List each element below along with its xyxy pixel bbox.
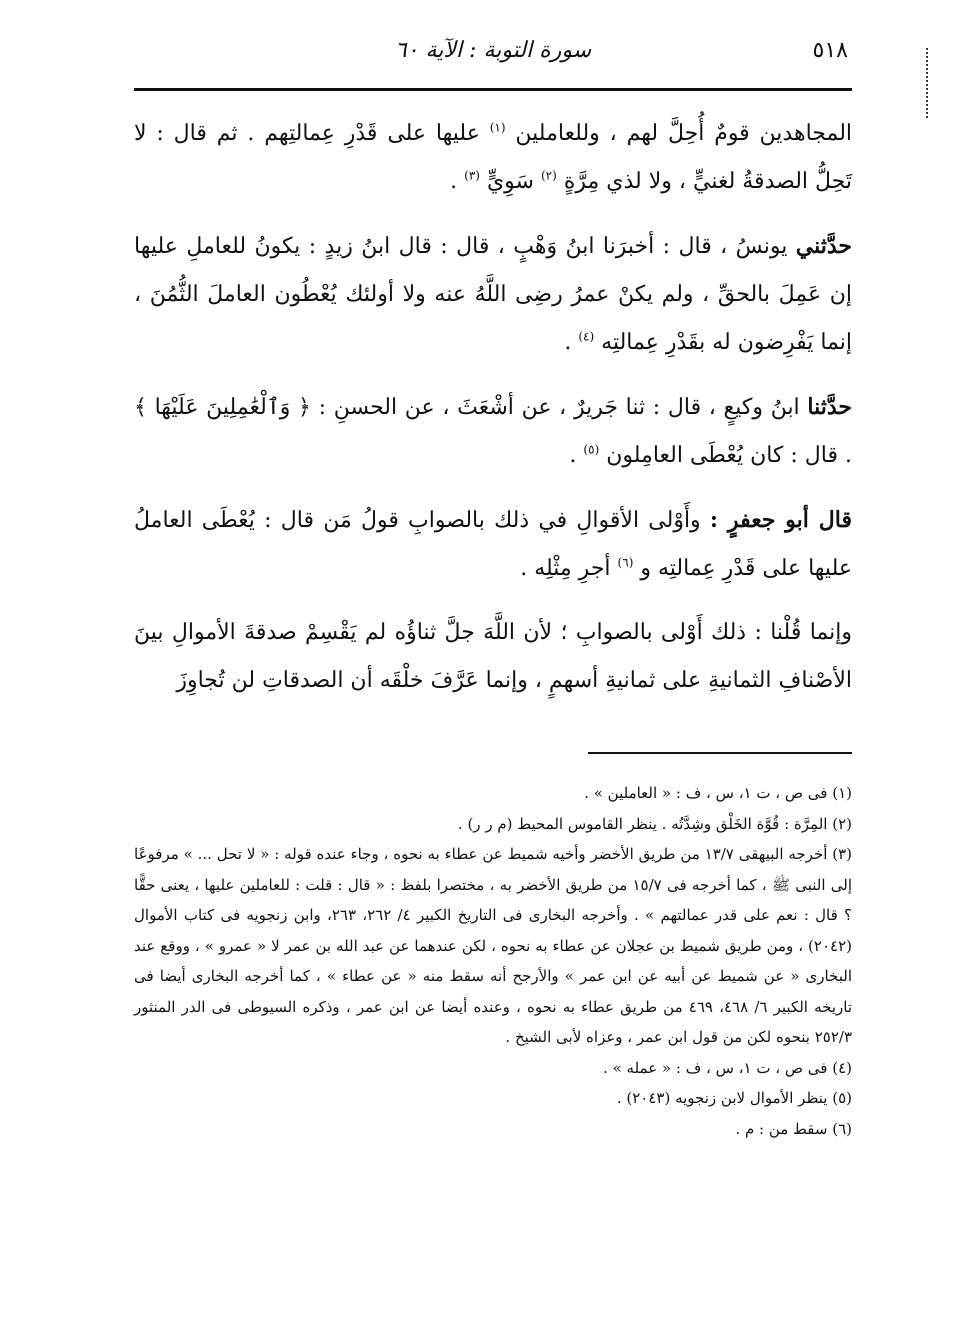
- isnad-lead: حدَّثني: [795, 233, 853, 259]
- footnote-ref-6[interactable]: (٦): [617, 555, 634, 570]
- text-segment: ابنُ وكيعٍ ، قال : ثنا جَريرٌ ، عن أشْعَثَ ، عن الحسنِ : ﴿ وَٱلْعَٰمِلِينَ عَلَيْهَا ﴾ . قال : كان يُعْطَى العامِلون: [134, 395, 852, 468]
- text-segment: المجاهدين قومٌ أُحِلَّ لهم ، وللعاملين: [515, 121, 853, 146]
- paragraph-5: [134, 609, 852, 705]
- running-title: سورة التوبة : الآية ٦٠: [394, 38, 592, 63]
- text-segment: سَوِيٍّ: [486, 169, 534, 194]
- footnote-3: (٣) أخرجه البيهقى ١٣/٧ من طريق الأخضر وأخيه شميط عن عطاء به نحوه ، وجاء عنده قوله : « لا تحل ... » مرفوعًا إلى النبى ﷺ ، كما أخرجه فى ١٥/٧ من طريق الأخضر به ، مختصرا بلفظ : « قال : قلت : للعاملين عليها ، يعنى حقًّا ؟ قال : نعم على قدر عمالتهم » . وأخرجه البخارى فى التاريخ الكبير ٤/ ٢٦٢، ٢٦٣، وابن زنجويه فى كتاب الأموال (٢٠٤٢) ، ومن طريق شميط بن عجلان عن عطاء به نحوه ، لكن عندهما عن عبد الله بن عمر لا « عمرو » ، ووقع عند البخارى « عن شميط عن أبيه عن ابن عمر » والأرجح أنه سقط منه « عن عطاء » ، كما أخرجه البخارى أيضا فى تاريخه الكبير ٦/ ٤٦٨، ٤٦٩ من طريق عطاء به نحوه ، وعنده أيضا عن ابن عمر ، وذكره السيوطى فى الدر المنثور ٢٥٢/٣ بنحوه لكن من قول ابن عمر ، وعزاه لأبى الشيخ .: [134, 845, 853, 1046]
- text-segment: يونسُ ، قال : أخبرَنا ابنُ وَهْبٍ ، قال : قال ابنُ زيدٍ : يكونُ للعاملِ عليها إن عَمِلَ بالحقِّ ، ولم يكنْ عمرُ رضِى اللَّهُ عنه ولا أولئك يُعْطُون العاملَ الثُّمُنَ ، إنما يَفْرِضون له بقَدْرِ عِمالتِه: [134, 234, 852, 355]
- margin-mark: [926, 48, 928, 118]
- footnote-ref-4[interactable]: (٤): [578, 329, 595, 344]
- author-lead: قال أبو جعفرٍ :: [709, 507, 852, 533]
- footnote-ref-3[interactable]: (٣): [464, 168, 480, 183]
- footnote-2: (٢) المِرَّة : قُوَّة الخَلْق وشِدَّتُه . ينظر القاموس المحيط (م ر ر) .: [457, 814, 852, 833]
- text-segment: عليها على قَدْرِ عِمالتِهم . ثم قال : لا تَحِلُّ الصدقةُ لغنيٍّ ، ولا لذي مِرَّةٍ: [134, 121, 852, 194]
- paragraph-2: [134, 222, 852, 367]
- footnotes: [134, 778, 852, 1144]
- text-segment: أجرِ مِثْلِه .: [520, 556, 611, 581]
- text-segment: .: [450, 169, 458, 194]
- text-segment: وأَوْلى الأقوالِ في ذلك بالصوابِ قولُ مَن قال : يُعْطَى العاملُ عليها على قَدْرِ عِمالتِه و: [134, 508, 852, 581]
- page-header: [134, 28, 852, 88]
- isnad-lead: حدَّثنا: [807, 394, 852, 420]
- paragraph-4: [134, 496, 852, 593]
- footnote-4: (٤) فى ص ، ت ١، س ، ف : « عمله » .: [603, 1058, 852, 1077]
- text-segment: .: [564, 330, 572, 355]
- main-text: [134, 110, 852, 721]
- text-segment: وإنما قُلْنا : ذلك أَوْلى بالصوابِ ؛ لأن اللَّهَ جلَّ ثناؤُه لم يَقْسِمْ صدقةَ الأموالِ بينَ الأصْنافِ الثمانيةِ على ثمانيةِ أسهمٍ ، وإنما عَرَّفَ خلْقَه أن الصدقاتِ لن تُجاوِزَ: [134, 620, 852, 693]
- paragraph-3: [134, 383, 852, 480]
- footnote-1: (١) فى ص ، ت ١، س ، ف : « العاملين » .: [584, 784, 852, 802]
- footnote-ref-1[interactable]: (١): [489, 120, 506, 135]
- footnote-ref-2[interactable]: (٢): [540, 168, 557, 183]
- paragraph-1: [134, 110, 852, 206]
- footnote-5: (٥) ينظر الأموال لابن زنجويه (٢٠٤٣) .: [616, 1089, 852, 1107]
- footnote-separator: [588, 752, 852, 754]
- text-segment: .: [569, 443, 577, 468]
- footnote-6: (٦) سقط من : م .: [735, 1119, 852, 1138]
- header-rule: [134, 88, 852, 91]
- footnote-ref-5[interactable]: (٥): [583, 442, 600, 457]
- page-number: ٥١٨: [812, 38, 848, 63]
